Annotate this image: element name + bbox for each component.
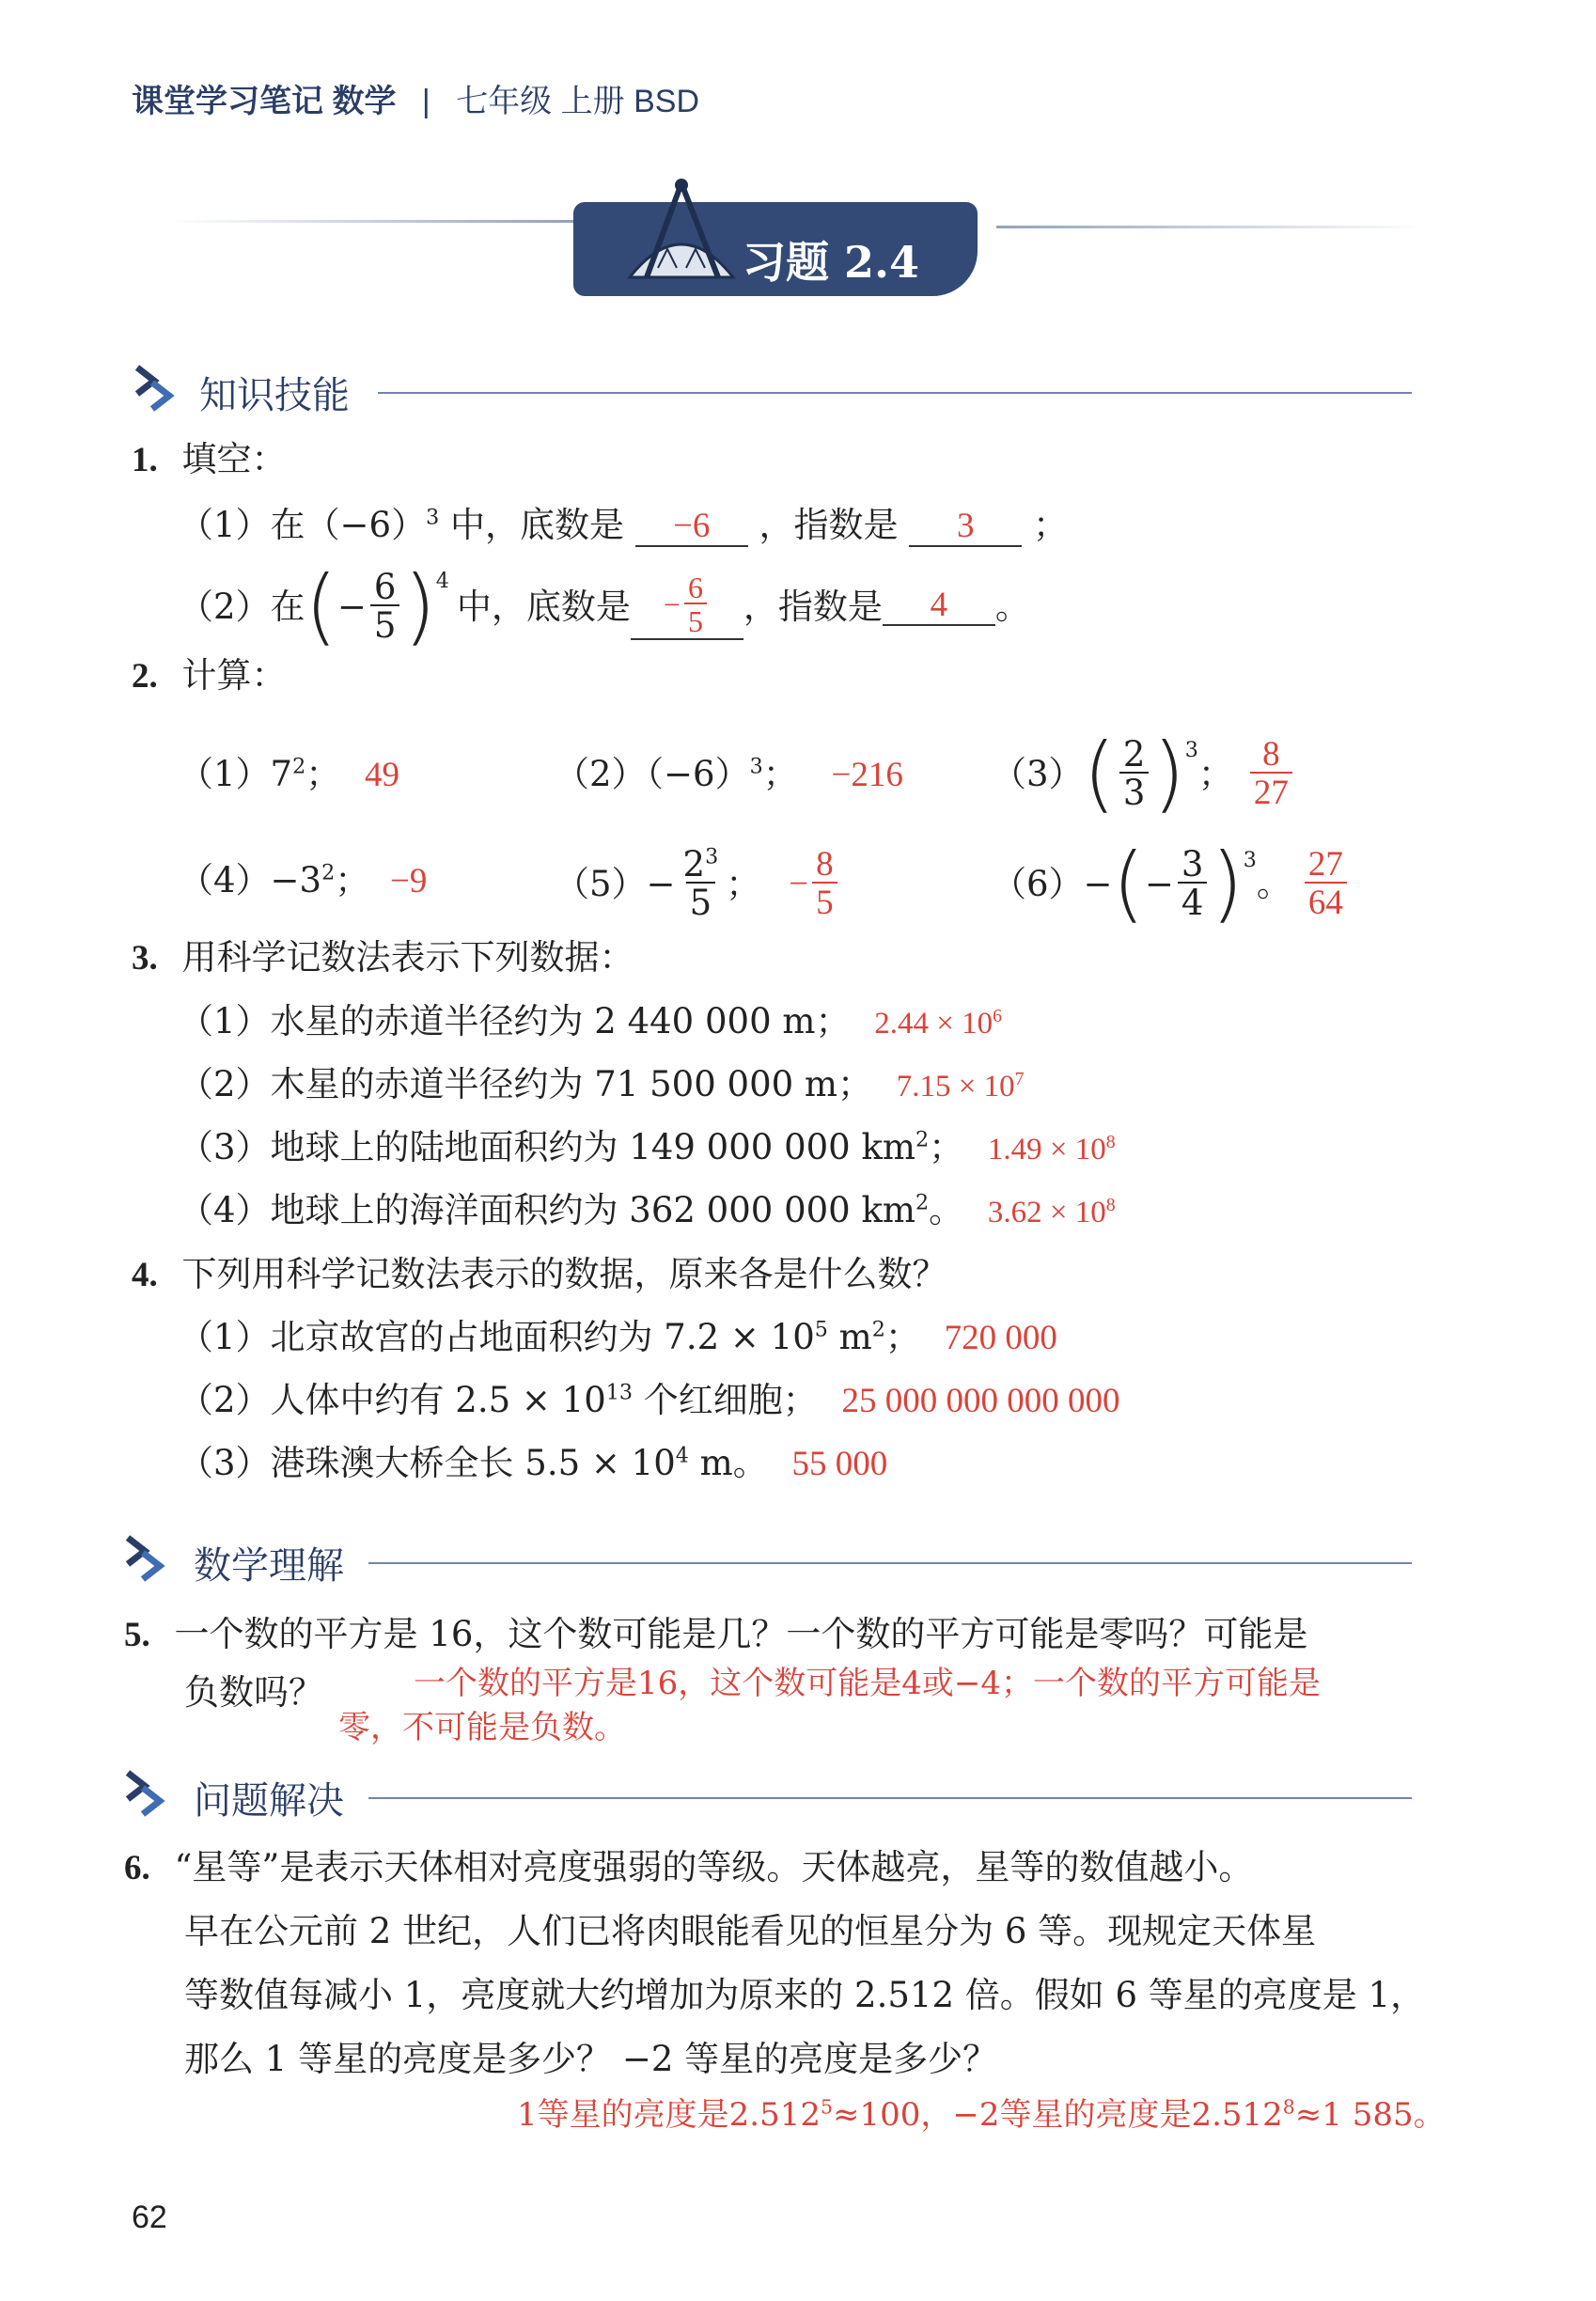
q2-i3-tail: ； <box>1197 753 1233 794</box>
q1-p2-text-d: 。 <box>994 586 1030 627</box>
header-separator: | <box>421 84 430 119</box>
q1-p2-fraction <box>370 567 400 646</box>
q4-item-text: （1）北京故宫的占地面积约为 7.2 × 10 <box>179 1317 815 1357</box>
q6-text-1: “星等”是表示天体相对亮度强弱的等级。天体越亮，星等的数值越小。 <box>174 1847 1254 1887</box>
paren-left: ( <box>1083 725 1116 822</box>
q3-item-text: （1）水星的赤道半径约为 2 440 000 m； <box>179 1001 851 1041</box>
answer-fraction <box>684 572 707 636</box>
section-problem-solving <box>122 1767 1429 1822</box>
q2-i5-answer <box>812 847 837 920</box>
q1-p1-text-c: ，指数是 <box>759 505 899 545</box>
q1-p2-answer-exp: 4 <box>883 587 995 626</box>
q4-item-2 <box>179 1380 1120 1420</box>
q4-item-exp: 5 <box>814 1317 828 1342</box>
q6-line3 <box>184 1975 1426 2015</box>
answer-mantissa: 3.62 × 10 <box>987 1196 1106 1229</box>
header-grade: 七年级 上册 BSD <box>456 84 700 119</box>
q2-i3-fraction <box>1119 734 1150 813</box>
q4-number: 4. <box>132 1256 158 1294</box>
q1-p1-answer-base: −6 <box>635 509 748 547</box>
banner-rule-left <box>169 220 573 223</box>
chevron-icon <box>122 1532 175 1583</box>
section-rule <box>368 1562 1412 1564</box>
q1-p2-text-c: ，指数是 <box>743 586 883 627</box>
q2-i5-tail: ； <box>726 863 761 904</box>
q1-p2-text: （2）在 <box>179 586 305 627</box>
q4-item-3 <box>179 1443 888 1483</box>
q4-item-tail: ； <box>884 1317 920 1357</box>
q3-item-answer <box>988 1133 1116 1166</box>
q2-i1-answer: 49 <box>364 756 399 794</box>
fraction-denominator: 5 <box>370 604 400 643</box>
q4-item-tail: 个红细胞； <box>632 1380 818 1420</box>
section-title: 问题解决 <box>194 1780 344 1822</box>
numerator-base: 2 <box>682 844 706 884</box>
banner <box>573 202 978 296</box>
q6-answer-b: ≈100，−2等星的亮度是2.512 <box>832 2096 1283 2134</box>
paren-right: ) <box>1211 835 1244 931</box>
q2-i4-exp: 2 <box>321 860 336 885</box>
fraction-numerator: 3 <box>1181 844 1204 884</box>
fraction-numerator: 8 <box>1262 735 1280 774</box>
q5-answer-2: 零，不可能是负数。 <box>338 1709 626 1746</box>
fraction-denominator: 5 <box>684 603 707 636</box>
q3-item-2 <box>179 1064 1025 1104</box>
fraction-numerator: 6 <box>687 571 703 604</box>
chevron-icon <box>122 1767 175 1818</box>
q3-item-tail: ； <box>929 1127 964 1167</box>
q4-item-text: （3）港珠澳大桥全长 5.5 × 10 <box>179 1443 676 1483</box>
q2-i1-exp: 2 <box>292 754 306 779</box>
q5-text-2: 负数吗？ <box>184 1672 323 1713</box>
q1-p2-answer-base <box>631 572 743 640</box>
section-rule <box>378 392 1412 394</box>
section-title: 数学理解 <box>194 1545 344 1587</box>
q3-item-4 <box>179 1190 1116 1230</box>
q4-item-tail: m。 <box>688 1443 768 1483</box>
fraction-denominator: 4 <box>1178 882 1208 920</box>
q1-p2-text-b: 中，底数是 <box>456 586 631 627</box>
banner-rule-right <box>996 226 1429 228</box>
q4-item-answer: 25 000 000 000 000 <box>841 1382 1120 1420</box>
q3-item-1 <box>179 1001 1002 1041</box>
q1-p1-text-b: 中，底数是 <box>449 505 624 545</box>
fraction-denominator: 27 <box>1250 772 1292 810</box>
q2-i3-label: （3） <box>992 753 1084 794</box>
q6-answer-exp2: 8 <box>1282 2095 1295 2119</box>
q3-item-answer <box>874 1007 1002 1041</box>
paren-left: ( <box>1112 835 1145 931</box>
q4-stem <box>132 1254 947 1294</box>
section-rule <box>368 1797 1412 1799</box>
fraction-denominator: 5 <box>812 882 837 920</box>
q1-part1 <box>179 505 1069 547</box>
banner-title: 习题 2.4 <box>743 237 920 288</box>
q1-stem <box>132 439 287 479</box>
q6-line2 <box>184 1911 1317 1951</box>
q3-number: 3. <box>132 939 158 978</box>
q2-i6-label: （6）− <box>992 863 1113 904</box>
q5-answer-1: 一个数的平方是16，这个数可能是4或−4；一个数的平方可能是 <box>414 1665 1322 1702</box>
q3-item-tail: 。 <box>929 1190 964 1230</box>
q4-item-answer: 720 000 <box>944 1319 1057 1357</box>
q1-p1-text-d: ； <box>1033 505 1069 545</box>
q4-item-exp: 13 <box>605 1380 633 1405</box>
fraction-numerator: 8 <box>816 845 834 884</box>
q3-item-sup: 2 <box>915 1127 930 1152</box>
q6-text-3: 等数值每减小 1，亮度就大约增加为原来的 2.512 倍。假如 6 等星的亮度是 1， <box>184 1975 1426 2015</box>
q2-i2-exp: 3 <box>749 754 763 779</box>
q5-line2 <box>184 1672 323 1713</box>
q3-item-text: （2）木星的赤道半径约为 71 500 000 m； <box>179 1064 872 1104</box>
q4-item-exp: 4 <box>675 1443 689 1468</box>
q2-stem-text: 计算： <box>181 655 287 696</box>
q4-item-unit-exp: 2 <box>871 1317 885 1342</box>
fraction-numerator: 2 <box>1122 734 1146 775</box>
q4-item-1 <box>179 1317 1057 1357</box>
answer-exp: 6 <box>993 1006 1002 1026</box>
q1-p1-exp: 3 <box>426 505 440 530</box>
section-understanding <box>122 1532 1429 1587</box>
q2-item6: （6）− ( − $\frac{3}{4}$ ) 3 。 $\frac{27}{64}$ <box>992 841 1351 926</box>
fraction-denominator: 64 <box>1305 882 1347 920</box>
q2-i5-fraction <box>680 844 723 923</box>
q1-stem-text: 填空： <box>181 439 287 479</box>
numerator-exp: 3 <box>705 844 719 869</box>
q2-i4-label: （4）−3 <box>179 860 322 900</box>
q5-number: 5. <box>124 1616 150 1654</box>
paren-left: ( <box>305 557 337 654</box>
q2-i3-answer <box>1250 737 1292 810</box>
q4-stem-text: 下列用科学记数法表示的数据，原来各是什么数？ <box>181 1254 947 1294</box>
q2-i6-fraction <box>1178 844 1208 923</box>
q3-stem <box>132 937 634 978</box>
q2-item1 <box>179 754 399 794</box>
header-title: 课堂学习笔记 数学 <box>132 84 397 119</box>
q2-item3: （3） ( $\frac{2}{3}$ ) 3 ； $\frac{8}{27}$ <box>992 731 1296 816</box>
fraction-numerator: 27 <box>1307 845 1343 884</box>
fraction-numerator <box>680 844 723 884</box>
q6-answer-exp1: 5 <box>820 2095 833 2119</box>
q6-text-4: 那么 1 等星的亮度是多少？ −2 等星的亮度是多少？ <box>184 2039 998 2079</box>
q2-number: 2. <box>132 657 158 696</box>
q2-i2-label: （2）（−6） <box>555 754 750 794</box>
q1-p2-neg: − <box>336 586 367 627</box>
q3-stem-text: 用科学记数法表示下列数据： <box>181 937 634 978</box>
q2-item2 <box>555 754 903 794</box>
q4-item-answer: 55 000 <box>791 1445 888 1483</box>
q4-item-unit: m <box>827 1317 872 1357</box>
q2-i5-label: （5）− <box>555 863 676 904</box>
answer-mantissa: 7.15 × 10 <box>896 1070 1015 1104</box>
q2-i4-tail: ； <box>335 860 370 900</box>
q1-p1-answer-exp: 3 <box>909 509 1022 547</box>
paren-right: ) <box>403 557 436 654</box>
q2-i6-answer <box>1305 847 1347 920</box>
q6-text-2: 早在公元前 2 世纪，人们已将肉眼能看见的恒星分为 6 等。现规定天体星 <box>184 1911 1317 1951</box>
fraction-denominator: 3 <box>1119 772 1150 810</box>
q2-i1-tail: ； <box>305 754 341 794</box>
fraction-numerator: 6 <box>373 567 397 607</box>
q2-i1-label: （1）7 <box>179 754 293 794</box>
running-header <box>132 75 699 121</box>
answer-neg: − <box>663 587 681 621</box>
q3-item-3 <box>179 1127 1116 1167</box>
q3-item-answer <box>897 1070 1025 1104</box>
answer-exp: 8 <box>1105 1132 1116 1152</box>
fraction-denominator: 5 <box>686 882 716 920</box>
q2-i5-answer-neg: − <box>789 864 809 903</box>
answer-exp: 8 <box>1105 1195 1116 1215</box>
q2-item5 <box>555 841 841 926</box>
q6-answer-a: 1等星的亮度是2.512 <box>517 2096 821 2134</box>
chevron-icon <box>132 362 184 413</box>
section-knowledge <box>132 362 1429 416</box>
q1-number: 1. <box>132 441 158 479</box>
q6-line1 <box>124 1847 1254 1887</box>
q6-answer-c: ≈1 585。 <box>1294 2096 1446 2134</box>
q3-item-answer <box>988 1196 1116 1229</box>
answer-mantissa: 2.44 × 10 <box>874 1007 994 1041</box>
q6-number: 6. <box>124 1849 150 1887</box>
paren-right: ) <box>1152 725 1185 822</box>
q6-answer <box>517 2089 1446 2135</box>
compass-icon <box>620 174 743 287</box>
q2-i6-tail: 。 <box>1256 863 1291 904</box>
q3-item-text: （4）地球上的海洋面积约为 362 000 000 km <box>179 1190 915 1230</box>
answer-mantissa: 1.49 × 10 <box>987 1133 1106 1166</box>
q1-part2: （2）在 ( − $\frac{6}{5}$ ) 4 中，底数是 − $\frac{6}{5}$ ，指数是 4 。 <box>179 557 1030 654</box>
q3-item-text: （3）地球上的陆地面积约为 149 000 000 km <box>179 1127 915 1167</box>
q5-text: 一个数的平方是 16，这个数可能是几？一个数的平方可能是零吗？可能是 <box>174 1614 1308 1654</box>
q1-p1-text: （1）在（−6） <box>179 505 427 545</box>
q2-item4 <box>179 860 428 900</box>
q3-item-sup: 2 <box>915 1190 930 1215</box>
q5-line1 <box>124 1614 1308 1654</box>
page-number: 62 <box>132 2199 167 2235</box>
q2-i6-neg: − <box>1144 863 1174 904</box>
q2-i2-tail: ； <box>762 754 798 794</box>
q6-line4 <box>184 2039 998 2079</box>
section-title: 知识技能 <box>199 375 350 416</box>
answer-exp: 7 <box>1014 1069 1025 1089</box>
q2-i2-answer: −216 <box>831 756 903 794</box>
q2-stem <box>132 655 287 696</box>
q2-i4-answer: −9 <box>389 862 428 900</box>
q4-item-text: （2）人体中约有 2.5 × 10 <box>179 1380 606 1420</box>
